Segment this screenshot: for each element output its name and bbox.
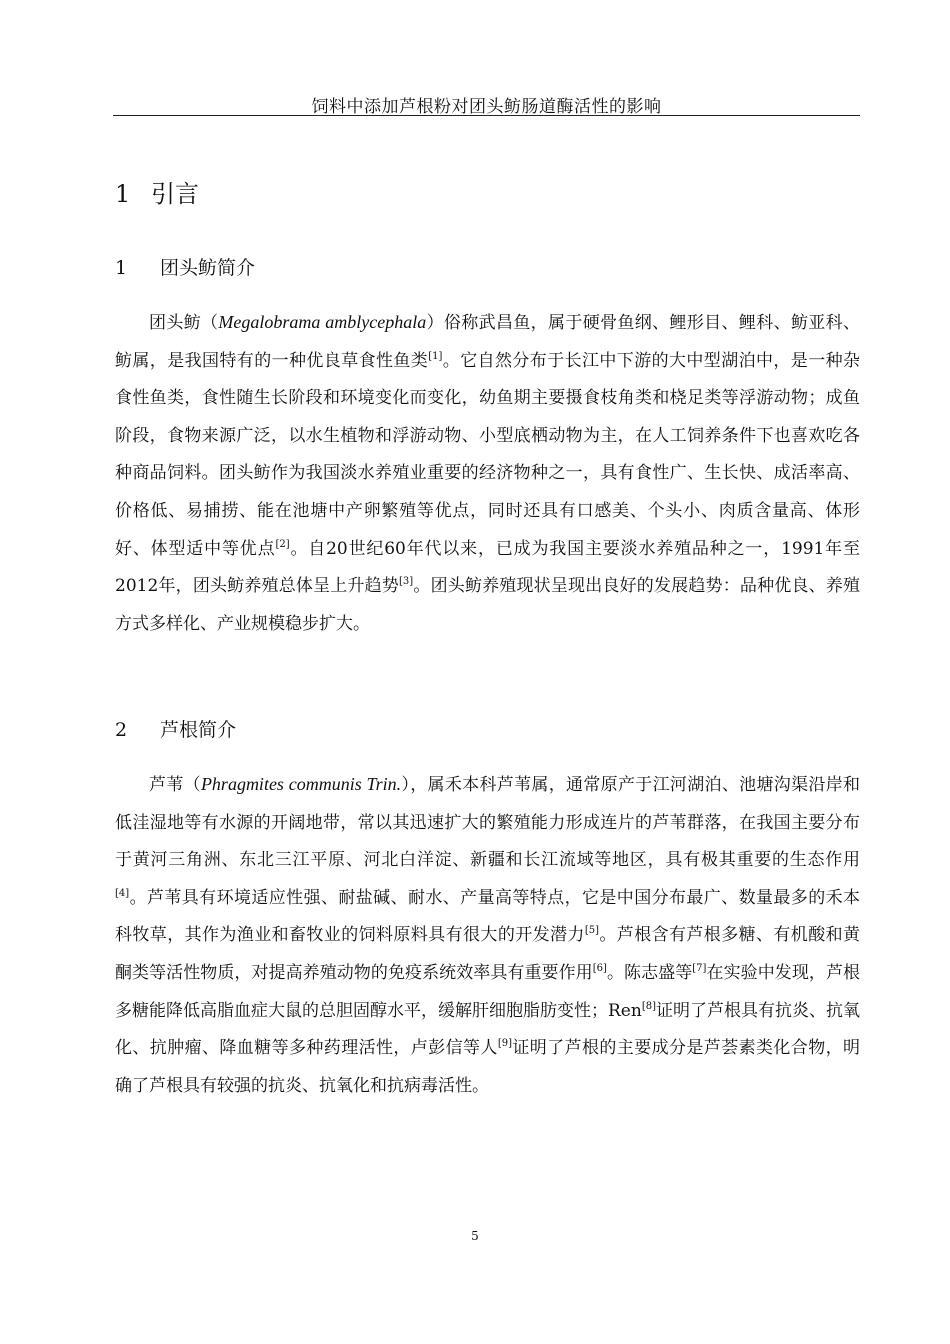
scientific-name: Phragmites communis Trin. <box>200 774 402 794</box>
section-title: 团头鲂简介 <box>160 257 256 279</box>
text-run: 。陈志盛等 <box>606 962 693 983</box>
chapter-title: 引言 <box>151 180 199 208</box>
citation-ref: [9] <box>497 1038 512 1050</box>
chapter-number: 1 <box>115 180 131 208</box>
text-run: 在实验中发现，芦根多糖能降低高脂血症大鼠的总胆固醇水平，缓解肝细胞脂肪变性；Ren <box>115 962 861 1021</box>
running-header: 饲料中添加芦根粉对团头鲂肠道酶活性的影响 <box>311 97 662 117</box>
section-heading-1 <box>115 253 255 280</box>
page-number: 5 <box>471 1229 479 1243</box>
section-title: 芦根简介 <box>160 719 237 741</box>
citation-ref: [4] <box>115 887 130 899</box>
text-run: 。自20世纪60年代以来，已成为我国主要淡水养殖品种之一，1991年至2012年，团头鲂养殖总体呈上升趋势 <box>115 538 860 597</box>
text-run: 证明了芦根的主要成分是芦荟素类化合物，明确了芦根具有较强的抗炎、抗氧化和抗病毒活性。 <box>115 1038 861 1096</box>
citation-ref: [6] <box>592 962 607 974</box>
text-run: 芦苇（ <box>149 775 201 795</box>
chapter-heading <box>115 174 199 209</box>
text-run: 证明了芦根具有抗炎、抗氧化、抗肿瘤、降血糖等多种药理活性，卢彭信等人 <box>115 1000 861 1059</box>
citation-ref: [2] <box>275 538 290 550</box>
text-run: 团头鲂（ <box>149 313 219 333</box>
citation-ref: [1] <box>428 350 443 362</box>
paragraph-reed-intro <box>115 766 860 1105</box>
text-run: 。芦根含有芦根多糖、有机酸和黄酮类等活性物质，对提高养殖动物的免疫系统效率具有重要作用 <box>115 925 861 983</box>
section-number: 1 <box>115 257 128 279</box>
text-run: ）俗称武昌鱼，属于硬骨鱼纲、鲤形目、鲤科、鲂亚科、鲂属，是我国特有的一种优良草食性鱼类 <box>115 313 860 371</box>
header-rule <box>113 115 860 116</box>
text-run: 。团头鲂养殖现状呈现出良好的发展趋势：品种优良、养殖方式多样化、产业规模稳步扩大。 <box>115 576 860 634</box>
text-run: ），属禾本科芦苇属，通常原产于江河湖泊、池塘沟渠沿岸和低洼湿地等有水源的开阔地带，常以其迅速扩大的繁殖能力形成连片的芦苇群落，在我国主要分布于黄河三角洲、东北三江平原、河北白洋淀、新疆和长江流域等地区，具有极其重要的生态作用 <box>115 775 861 871</box>
scientific-name: Megalobrama amblycephala <box>218 312 427 332</box>
citation-ref: [8] <box>641 1000 656 1012</box>
text-run: 。它自然分布于长江中下游的大中型湖泊中，是一种杂食性鱼类，食性随生长阶段和环境变化而变化，幼鱼期主要摄食枝角类和桡足类等浮游动物；成鱼阶段，食物来源广泛，以水生植物和浮游动物、小型底栖动物为主，在人工饲养条件下也喜欢吃各种商品饲料。团头鲂作为我国淡水养殖业重要的经济物种之一，具有食性广、生长快、成活率高、价格低、易捕捞、能在池塘中产卵繁殖等优点，同时还具有口感美、个头小、肉质含量高、体形好、体型适中等优点 <box>115 350 861 559</box>
section-heading-2 <box>115 715 236 742</box>
section-number: 2 <box>115 719 128 741</box>
citation-ref: [5] <box>584 925 599 937</box>
citation-ref: [7] <box>692 962 707 974</box>
text-run: 。芦苇具有环境适应性强、耐盐碱、耐水、产量高等特点，它是中国分布最广、数量最多的禾本科牧草，其作为渔业和畜牧业的饲料原料具有很大的开发潜力 <box>115 887 860 946</box>
paragraph-bream-intro <box>115 304 860 643</box>
citation-ref: [3] <box>399 576 414 588</box>
